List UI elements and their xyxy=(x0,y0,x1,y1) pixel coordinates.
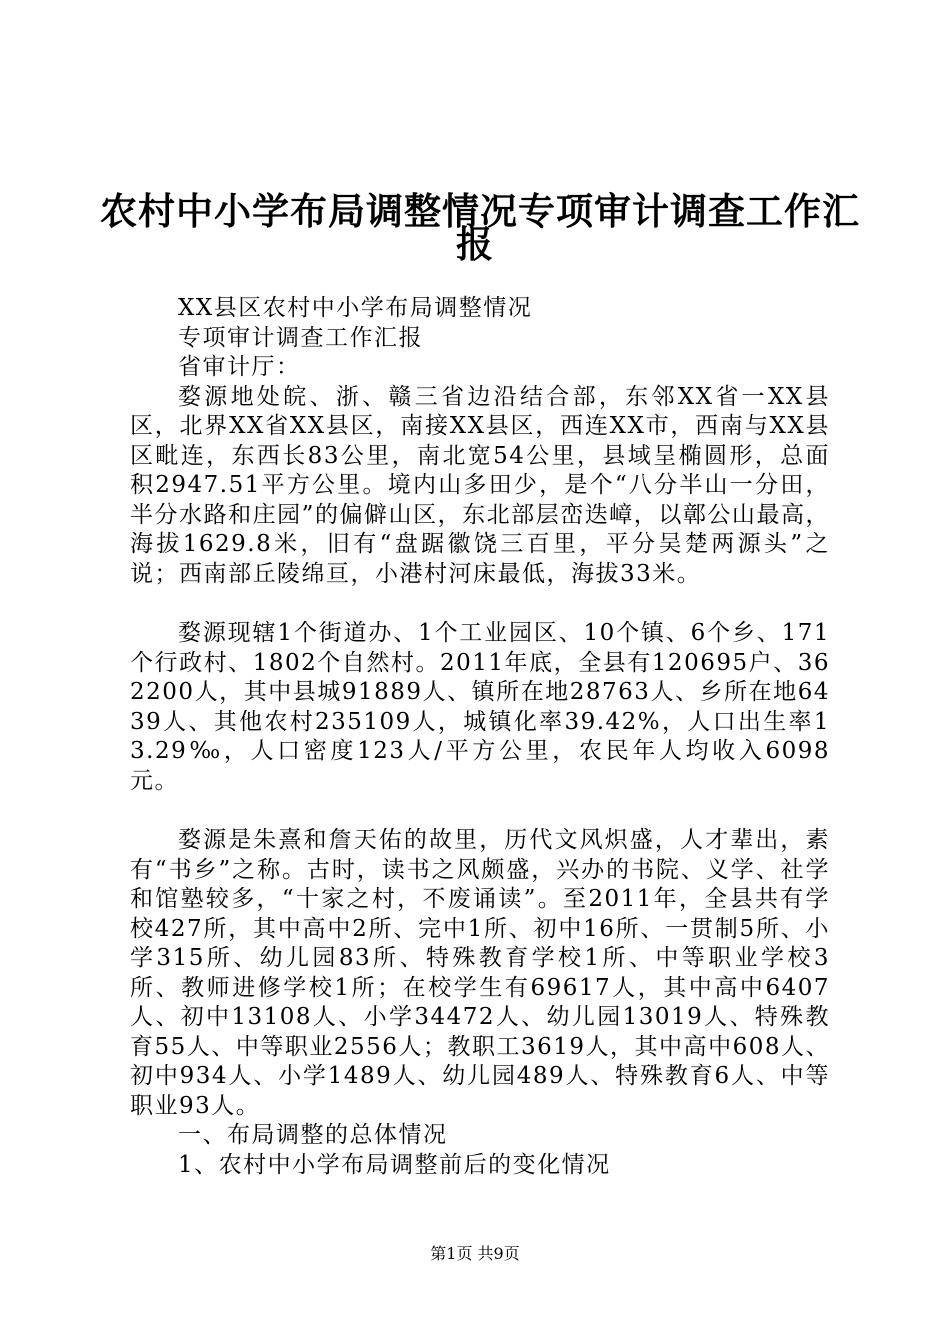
section-heading-1: 一、布局调整的总体情况 xyxy=(178,1122,448,1148)
paragraph-population: 婺源现辖1个街道办、1个工业园区、10个镇、6个乡、171个行政村、1802个自然村。2011年底，全县有120695户、362200人，其中县城91889人、镇所在地28763人、乡所在地6439人、其他农村235109人，城镇化率39.42%，人口出生率13.29‰，人口密度123人/平方公里，农民年人均收入6098元。 xyxy=(130,620,830,794)
salutation: 省审计厅： xyxy=(178,354,301,380)
subtitle-line-2: 专项审计调查工作汇报 xyxy=(178,324,423,351)
subtitle-line-1: XX县区农村中小学布局调整情况 xyxy=(178,295,533,321)
page-number-footer: 第1页 共9页 xyxy=(430,1244,520,1263)
document-title-line-1: 农村中小学布局调整情况专项审计调查工作汇 xyxy=(100,189,860,233)
paragraph-education: 婺源是朱熹和詹天佑的故里，历代文风炽盛，人才辈出，素有“书乡”之称。古时，读书之风颇盛，兴办的书院、义学、社学和馆塾较多，“十家之村，不废诵读”。至2011年，全县共有学校427所，其中高中2所、完中1所、初中16所、一贯制5所、小学315所、幼儿园83所、特殊教育学校1所、中等职业学校3所、教师进修学校1所；在校学生有69617人，其中高中6407人、初中13108人、小学34472人、幼儿园13019人、特殊教育55人、中等职业2556人；教职工3619人，其中高中608人、初中934人、小学1489人、幼儿园489人、特殊教育6人、中等职业93人。 xyxy=(130,827,830,1119)
paragraph-geography: 婺源地处皖、浙、赣三省边沿结合部，东邻XX省一XX县区，北界XX省XX县区，南接XX县区，西连XX市，西南与XX县区毗连，东西长83公里，南北宽54公里，县域呈椭圆形，总面积2947.51平方公里。境内山多田少，是个“八分半山一分田，半分水路和庄园”的偏僻山区，东北部层峦迭嶂，以鄣公山最高，海拔1629.8米，旧有“盘踞徽饶三百里，平分吴楚两源头”之说；西南部丘陵绵亘，小港村河床最低，海拔33米。 xyxy=(130,383,830,587)
document-body xyxy=(130,294,830,1180)
document-title-line-2: 报 xyxy=(456,222,494,266)
subsection-heading-1: 1、农村中小学布局调整前后的变化情况 xyxy=(178,1151,611,1178)
